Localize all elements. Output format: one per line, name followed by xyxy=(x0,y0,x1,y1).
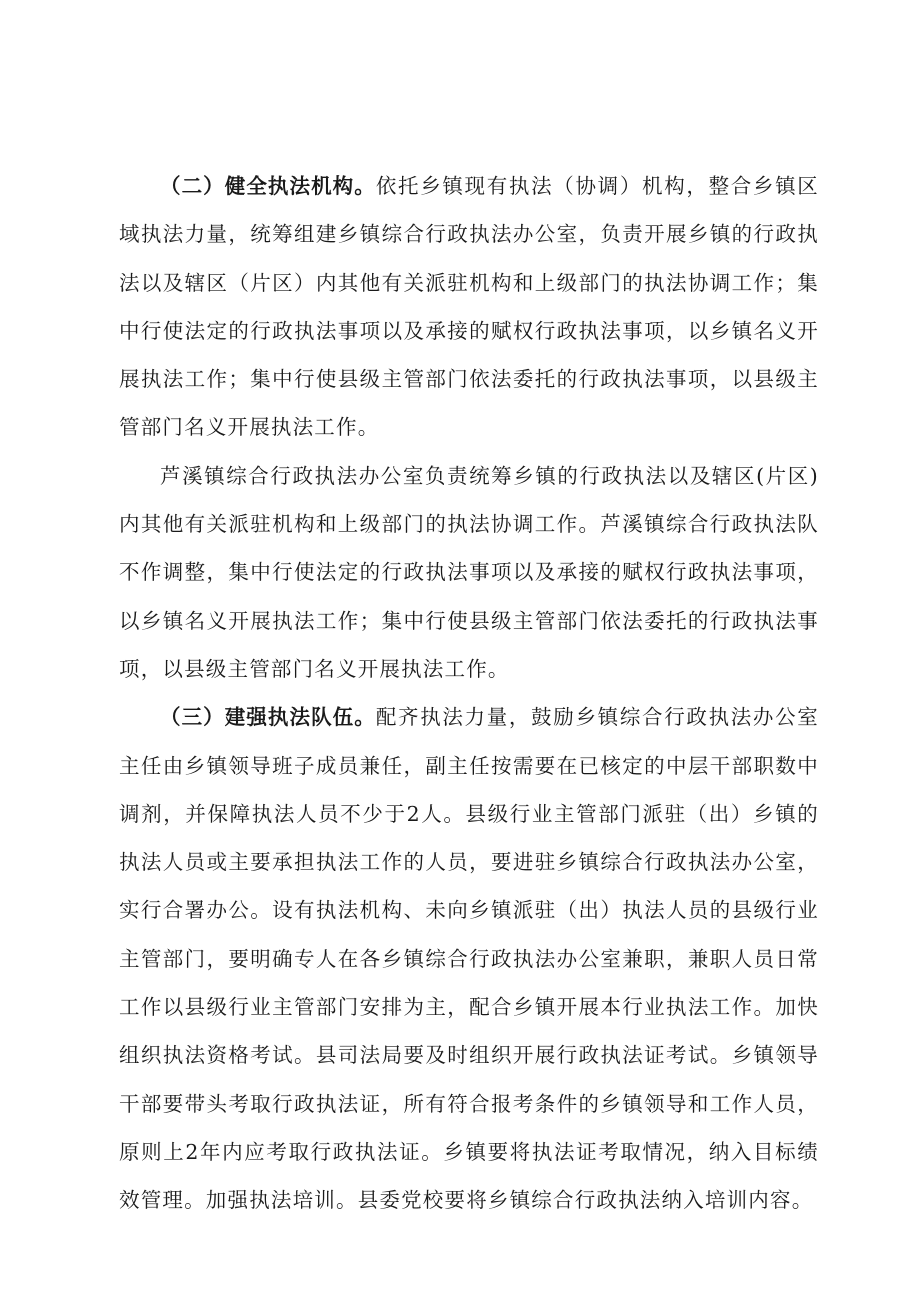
section-heading: （三）建强执法队伍。 xyxy=(160,705,376,730)
paragraph-text: 配齐执法力量，鼓励乡镇综合行政执法办公室主任由乡镇领导班子成员兼任，副主任按需要在已核定的中层干部职数中调剂，并保障执法人员不少于2人。县级行业主管部门派驻（出）乡镇的执法人员或主要承担执法工作的人员，要进驻乡镇综合行政执法办公室，实行合署办公。设有执法机构、未向乡镇派驻（出）执法人员的县级行业主管部门，要明确专人在各乡镇综合行政执法办公室兼职，兼职人员日常工作以县级行业主管部门安排为主，配合乡镇开展本行业执法工作。加快组织执法资格考试。县司法局要及时组织开展行政执法证考试。乡镇领导干部要带头考取行政执法证，所有符合报考条件的乡镇领导和工作人员，原则上2年内应考取行政执法证。乡镇要将执法证考取情况，纳入目标绩效管理。加强执法培训。县委党校要将乡镇综合行政执法纳入培训内容。 xyxy=(119,705,819,1213)
paragraph-text: 依托乡镇现有执法（协调）机构，整合乡镇区域执法力量，统筹组建乡镇综合行政执法办公室，负责开展乡镇的行政执法以及辖区（片区）内其他有关派驻机构和上级部门的执法协调工作；集中行使法定的行政执法事项以及承接的赋权行政执法事项，以乡镇名义开展执法工作；集中行使县级主管部门依法委托的行政执法事项，以县级主管部门名义开展执法工作。 xyxy=(119,174,819,440)
paragraph-text: 芦溪镇综合行政执法办公室负责统筹乡镇的行政执法以及辖区(片区)内其他有关派驻机构和上级部门的执法协调工作。芦溪镇综合行政执法队不作调整，集中行使法定的行政执法事项以及承接的赋权行政执法事项，以乡镇名义开展执法工作；集中行使县级主管部门依法委托的行政执法事项，以县级主管部门名义开展执法工作。 xyxy=(119,463,819,681)
paragraph-luxi-office xyxy=(119,452,819,693)
section-heading: （二）健全执法机构。 xyxy=(160,174,376,198)
document-body xyxy=(119,162,819,1225)
paragraph-section-3 xyxy=(119,693,819,1224)
paragraph-section-2 xyxy=(119,162,819,452)
